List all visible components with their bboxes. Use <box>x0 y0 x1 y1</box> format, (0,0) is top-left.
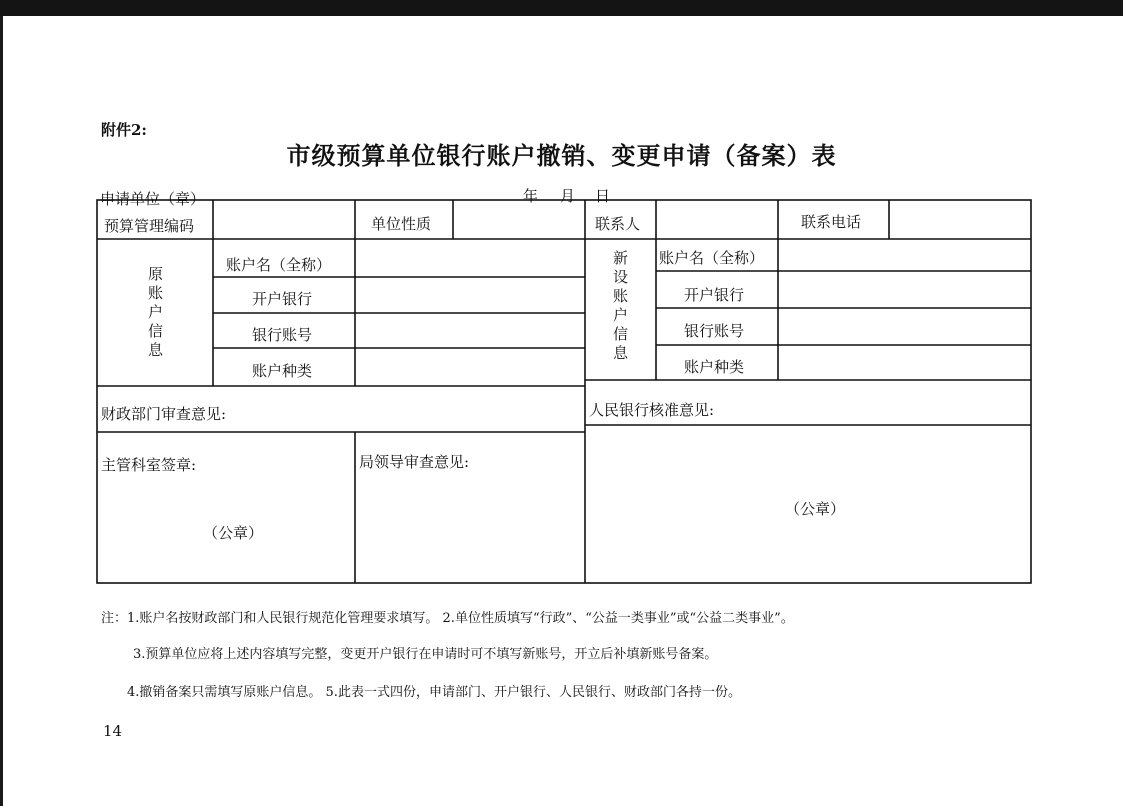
page-title: 市级预算单位银行账户撤销、变更申请（备案）表 <box>286 141 837 170</box>
original-account-name-label: 账户名（全称） <box>226 256 332 274</box>
date-year: 年 <box>523 187 539 205</box>
scan-top-border <box>0 0 1123 16</box>
bureau-opinion-label: 局领导审查意见: <box>359 453 470 471</box>
budget-code-label: 预算管理编码 <box>104 217 195 235</box>
attachment-label: 附件2: <box>101 121 147 139</box>
original-account-number-label: 银行账号 <box>252 326 313 344</box>
supervisor-seal-label: 主管科室签章: <box>101 456 197 474</box>
note-line-1: 注：1.账户名按财政部门和人民银行规范化管理要求填写。 2.单位性质填写“行政”、“公益一类事业”或“公益二类事业”。 <box>101 611 794 626</box>
pbc-opinion-label: 人民银行核准意见: <box>589 401 715 419</box>
finance-opinion-label: 财政部门审查意见: <box>101 405 227 423</box>
pbc-official-seal: （公章） <box>785 500 846 518</box>
note-line-2: 3.预算单位应将上述内容填写完整，变更开户银行在申请时可不填写新账号，开立后补填新账号备案。 <box>133 647 718 662</box>
contact-phone-label: 联系电话 <box>801 213 862 231</box>
new-account-number-label: 银行账号 <box>684 322 745 340</box>
new-account-name-label: 账户名（全称） <box>659 249 765 267</box>
applicant-label: 申请单位（章） <box>100 190 206 208</box>
supervisor-official-seal: （公章） <box>203 524 264 542</box>
note-line-3: 4.撤销备案只需填写原账户信息。 5.此表一式四份，申请部门、开户银行、人民银行、财政部门各持一份。 <box>127 685 741 700</box>
date-month: 月 <box>560 187 576 205</box>
original-account-type-label: 账户种类 <box>252 362 313 380</box>
date-line <box>523 185 610 206</box>
scan-left-border <box>0 16 3 806</box>
contact-person-label: 联系人 <box>595 215 641 233</box>
date-day: 日 <box>595 187 611 205</box>
original-account-group-label: 原 账 户 信 息 <box>148 265 164 359</box>
page-number: 14 <box>103 722 123 740</box>
unit-nature-label: 单位性质 <box>371 215 432 233</box>
original-bank-label: 开户银行 <box>252 290 313 308</box>
new-bank-label: 开户银行 <box>684 286 745 304</box>
new-account-type-label: 账户种类 <box>684 358 745 376</box>
new-account-group-label: 新 设 账 户 信 息 <box>613 249 629 362</box>
